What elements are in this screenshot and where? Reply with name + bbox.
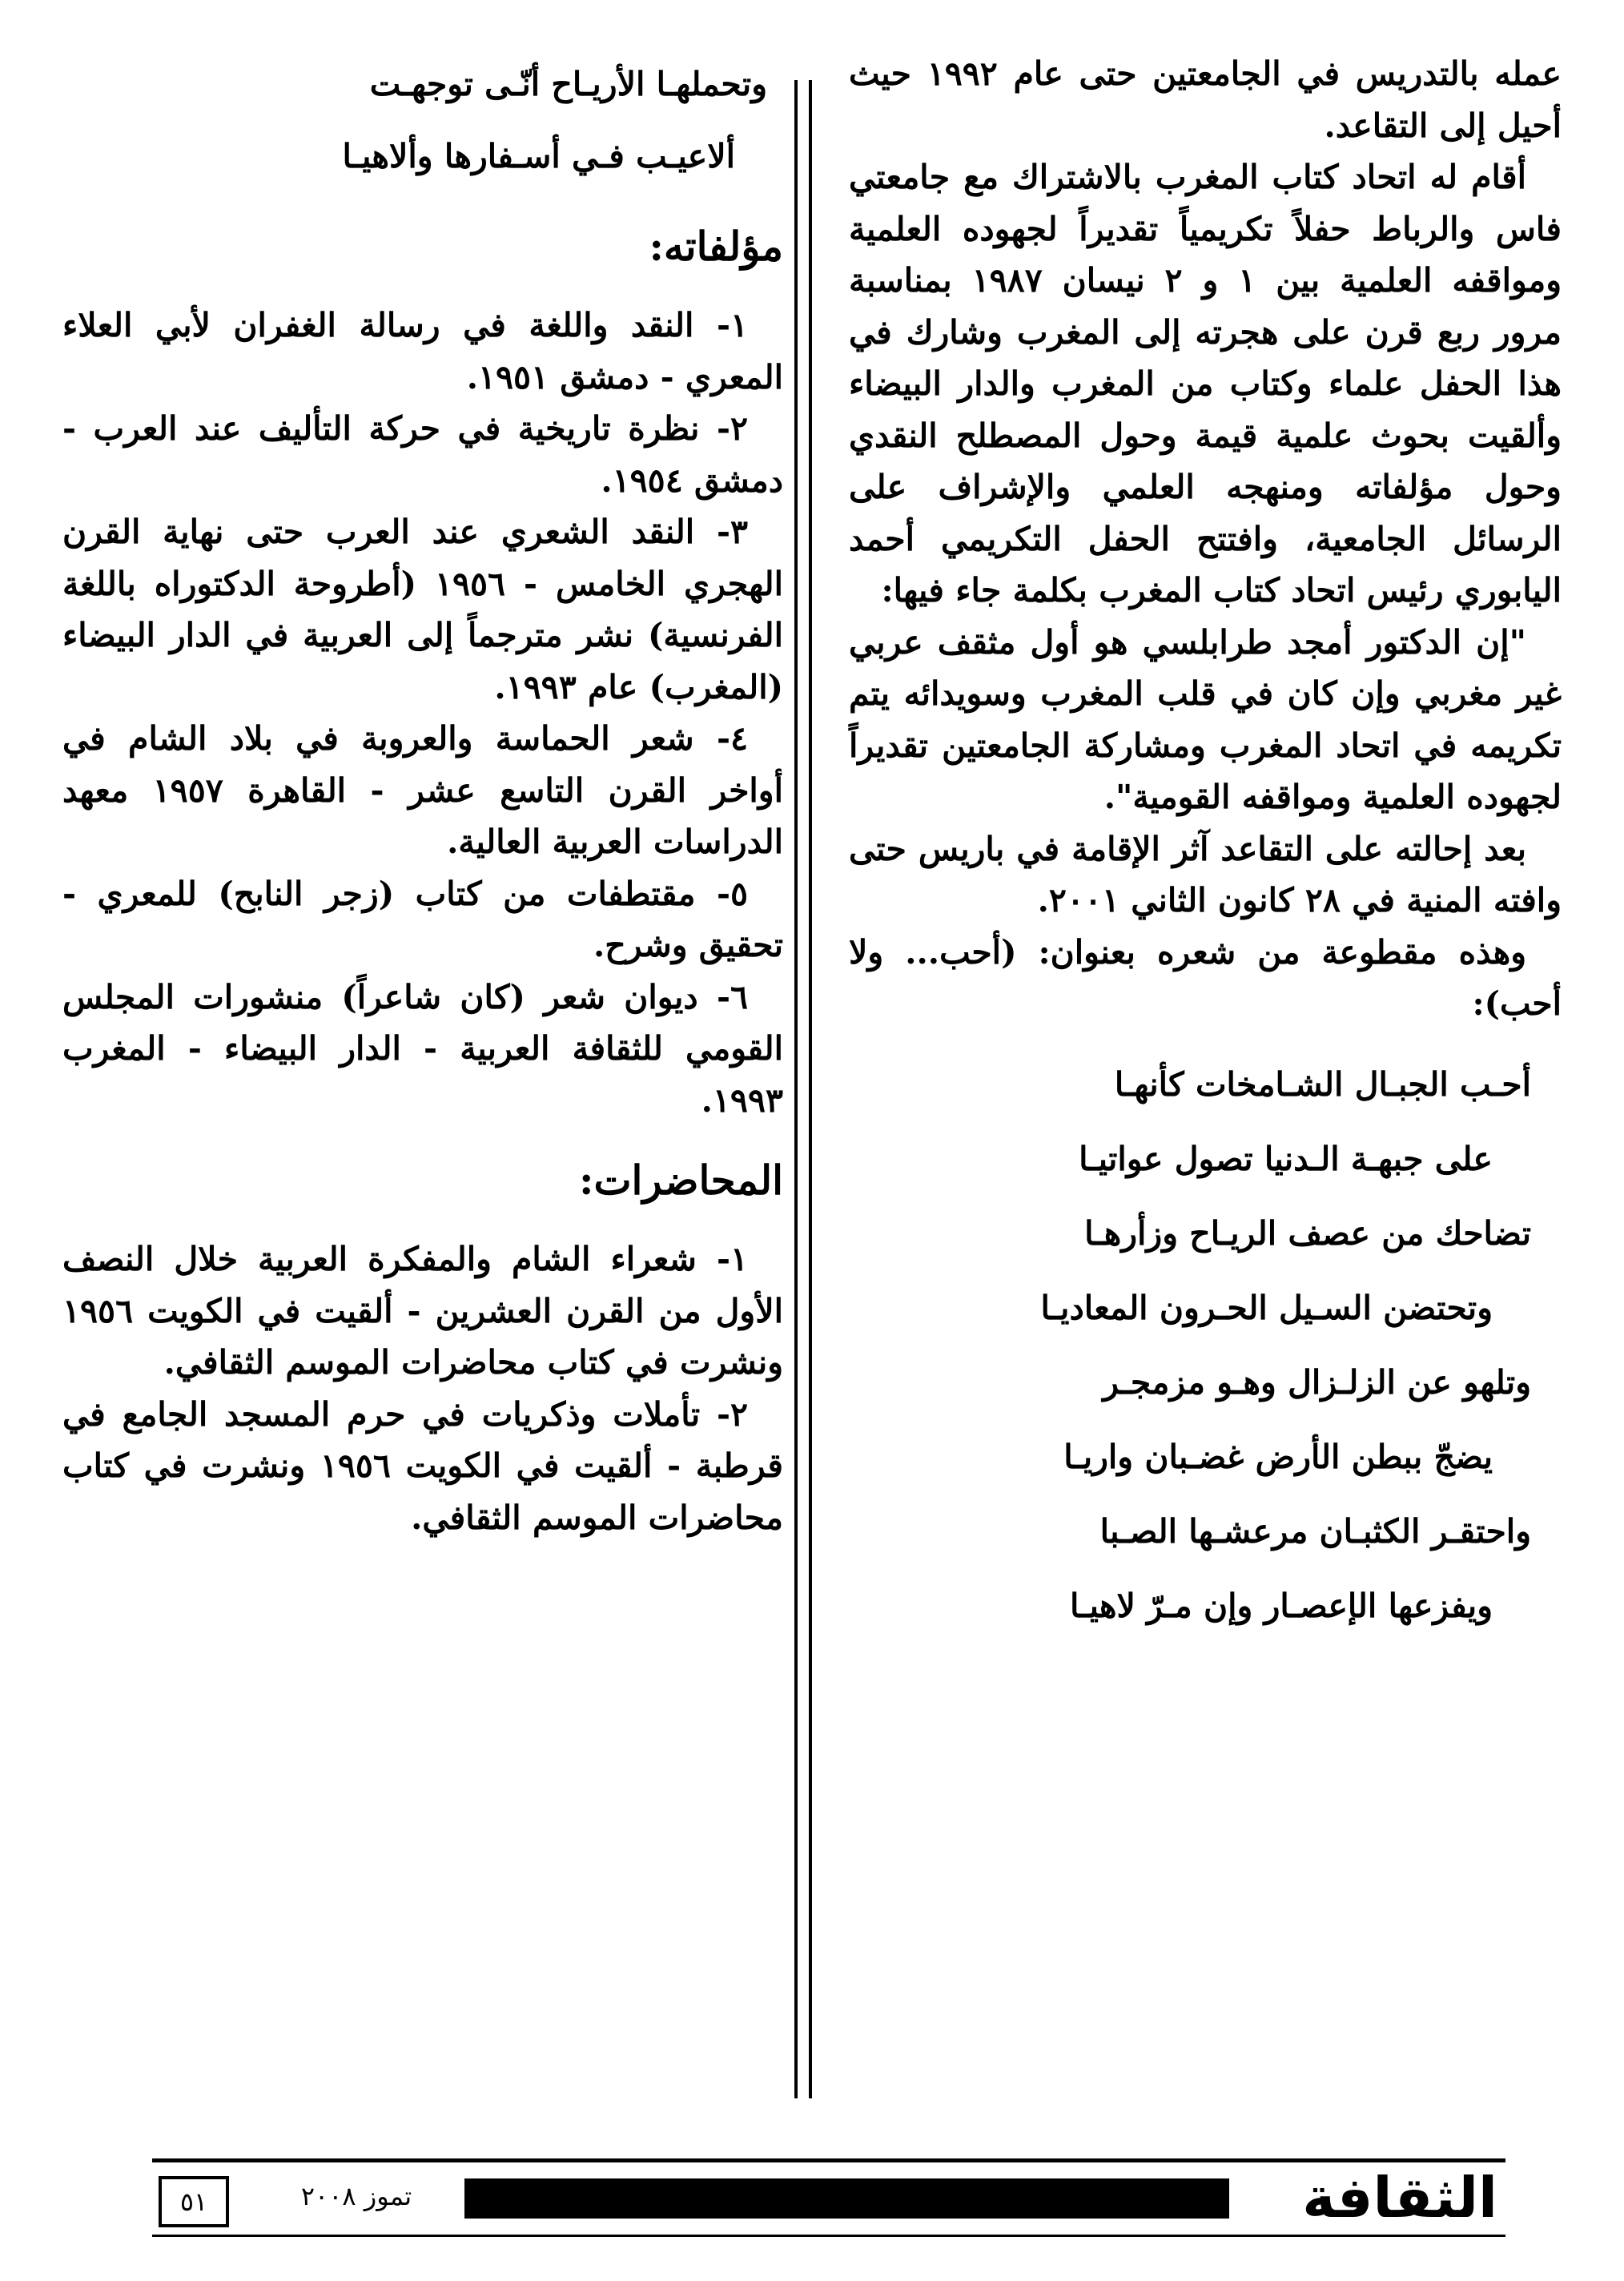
work-item: ٦- ديوان شعر (كان شاعراً) منشورات المجلس القومي للثقافة العربية - الدار البيضاء - المغرب ١٩٩٣. [62,977,783,1120]
work-item: ٤- شعر الحماسة والعروبة في بلاد الشام في أواخر القرن التاسع عشر - القاهرة ١٩٥٧ معهد الدراسات العربية العالية. [62,719,783,861]
lecture-item: ٢- تأملات وذكريات في حرم المسجد الجامع في قرطبة - ألقيت في الكويت ١٩٥٦ ونشرت في كتاب محاضرات الموسم الثقافي. [62,1394,783,1537]
verse-line: يضجّ ببطن الأرض غضـبان واريـا [1063,1437,1493,1476]
work-item: ١- النقد واللغة في رسالة الغفران لأبي العلاء المعري - دمشق ١٩٥١. [62,306,783,396]
right-column [849,48,1562,1643]
works-heading: مؤلفاته: [649,223,783,270]
verse-line: وتحتضن السـيل الحـرون المعاديـا [1040,1288,1493,1327]
work-item: ٣- النقد الشعري عند العرب حتى نهاية القرن الهجري الخامس - ١٩٥٦ (أطروحة الدكتوراه باللغة الفرنسية) نشر مترجماً إلى العربية في الدار البيضاء (المغرب) عام ١٩٩٣. [62,513,783,706]
verse-line: ويفزعها الإعصـار وإن مـرّ لاهيـا [1070,1586,1493,1625]
verse-line: واحتقـر الكثبـان مرعشـها الصـبا [1099,1511,1531,1551]
verse-line: تضاحك من عصف الريـاح وزأرهـا [1084,1213,1531,1253]
paragraph: وهذه مقطوعة من شعره بعنوان: (أحب... ولا أحب): [849,932,1562,1023]
verse-line: أحـب الجبـال الشـامخات كأنهـا [1114,1064,1531,1104]
poem-continuation [62,48,783,192]
page-number: ٥١ [159,2176,229,2227]
paragraph: عمله بالتدريس في الجامعتين حتى عام ١٩٩٢ حيث أحيل إلى التقاعد. [849,54,1562,145]
left-column [62,48,783,1543]
verse-line: ألاعيـب فـي أسـفارها وألاهيـا [342,137,735,175]
paragraph: "إن الدكتور أمجد طرابلسي هو أول مثقف عربي غير مغربي وإن كان في قلب المغرب وسويدائه يتم تكريمه في اتحاد المغرب ومشاركة الجامعتين تقديراً لجهوده العلمية ومواقفه القومية". [849,622,1562,816]
paragraph: بعد إحالته على التقاعد آثر الإقامة في باريس حتى وافته المنية في ٢٨ كانون الثاني ٢٠٠١. [849,829,1562,919]
footer-rule [152,2235,1505,2237]
work-item: ٢- نظرة تاريخية في حركة التأليف عند العرب - دمشق ١٩٥٤. [62,409,783,500]
issue-date: تموز ٢٠٠٨ [300,2181,412,2211]
footer-rule [152,2158,1505,2162]
verse-line: وتحملهـا الأريـاح أنّـى توجهـت [369,65,767,103]
page-footer [152,2158,1505,2239]
lecture-item: ١- شعراء الشام والمفكرة العربية خلال النصف الأول من القرن العشرين - ألقيت في الكويت ١٩٥٦ ونشرت في كتاب محاضرات الموسم الثقافي. [62,1240,783,1382]
footer-band [464,2178,1229,2219]
work-item: ٥- مقتطفات من كتاب (زجر النابح) للمعري - تحقيق وشرح. [62,874,783,964]
verse-line: وتلهو عن الزلـزال وهـو مزمجـر [1103,1362,1531,1402]
poem [849,1048,1562,1643]
column-divider [794,80,812,2098]
verse-line: على جبهـة الـدنيا تصول عواتيـا [1079,1139,1493,1178]
paragraph: أقام له اتحاد كتاب المغرب بالاشتراك مع جامعتي فاس والرباط حفلاً تكريمياً تقديراً لجهوده العلمية ومواقفه العلمية بين ١ و ٢ نيسان ١٩٨٧ بمناسبة مرور ربع قرن على هجرته إلى المغرب وشارك في هذا الحفل علماء وكتاب من المغرب والدار البيضاء وألقيت بحوث علمية قيمة وحول المصطلح النقدي وحول مؤلفاته ومنهجه العلمي والإشراف على الرسائل الجامعية، وافتتح الحفل التكريمي أحمد اليابوري رئيس اتحاد كتاب المغرب بكلمة جاء فيها: [849,158,1562,609]
magazine-logo: الثقافة [1302,2165,1497,2231]
lectures-heading: المحاضرات: [578,1157,783,1204]
